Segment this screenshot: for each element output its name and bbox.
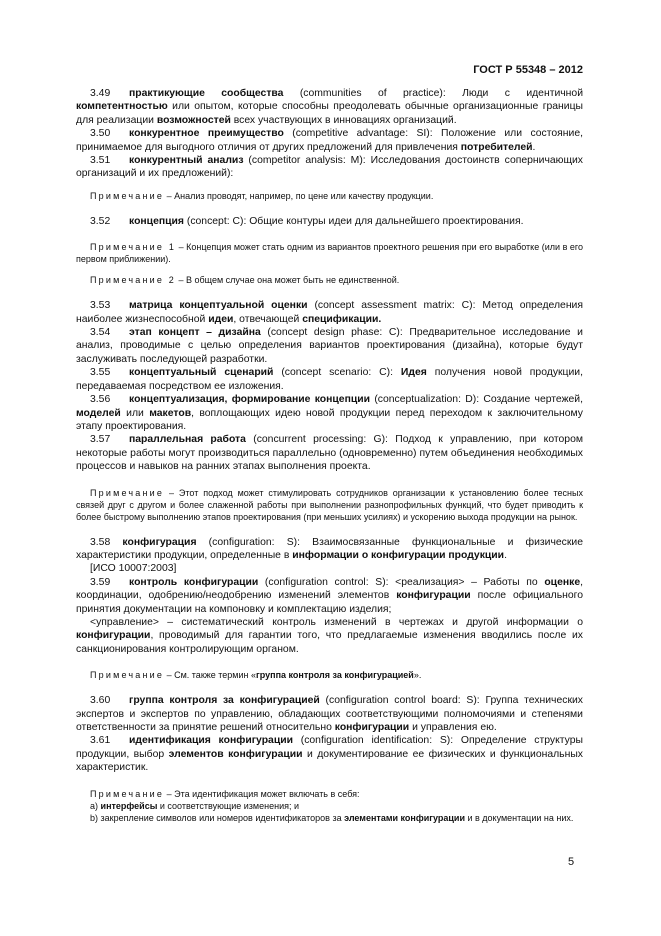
term: концептуальный сценарий (129, 367, 274, 379)
term: практикующие сообщества (129, 88, 284, 99)
document-body (76, 87, 583, 824)
entry-3-58: 3.58 конфигурация (configuration: S): Взаимосвязанные функциональные и физические характеристики продукции, определенные в информации о конфигурации продукции. (76, 536, 583, 561)
entry-3-54: 3.54 этап концепт – дизайна (concept design phase: C): Предварительное исследование и анализ, проводимые с целью определения вариантов проектирования (дизайна), которые будут заслуживать последующей разработки. (76, 327, 583, 365)
entry-3-49: 3.49 практикующие сообщества (communities of practice): Люди с идентичной компетентностью или опытом, которые способны преодолевать обычные организационные границы для реализации возможностей всех участвующих в инновациях организаций. (76, 88, 583, 126)
entry-3-50: 3.50 конкурентное преимущество (competitive advantage: SI): Положение или состояние, принимаемое для выгодного отличия от других предложений для привлечения потребителей. (76, 128, 583, 153)
entry-3-60: 3.60 группа контроля за конфигурацией (configuration control board: S): Группа технических экспертов и экспертов по управлению, обладающих соответствующими полномочиями и степенями ответственности за принятие решений относительно конфигурации и управления ею. (76, 695, 583, 733)
term: параллельная работа (129, 434, 246, 446)
term: группа контроля за конфигурацией (129, 695, 320, 707)
entry-3-53: 3.53 матрица концептуальной оценки (concept assessment matrix: C): Метод определения наиболее жизнеспособной идеи, отвечающей спецификации. (76, 300, 583, 325)
entry-3-61: 3.61 идентификация конфигурации (configuration identification: S): Определение структуры продукции, выбор элементов конфигурации и документирование ее физических и функциональных характеристик. (76, 735, 583, 774)
entry-3-57: 3.57 параллельная работа (concurrent processing: G): Подход к управлению, при котором некоторые работы могут производиться параллельно (одновременно) путем объединения необходимых процессов и навыков на ранних этапах выполнения проекта. (76, 434, 583, 473)
entry-3-51: 3.51 конкурентный анализ (competitor analysis: M): Исследования достоинств соперничающих организаций и их предложений): (76, 155, 583, 180)
term: идентификация конфигурации (129, 735, 293, 747)
entry-3-56: 3.56 концептуализация, формирование концепции (conceptualization: D): Создание чертежей, моделей или макетов, воплощающих идею новой продукции перед переходом к заключительному этапу проектирования. (76, 394, 583, 432)
note-3-51: Примечание – Анализ проводят, например, по цене или качеству продукции. (90, 190, 434, 201)
term: конкурентное преимущество (129, 128, 284, 140)
document-code: ГОСТ Р 55348 – 2012 (473, 64, 583, 76)
term: контроль конфигурации (129, 576, 259, 588)
entry-3-52: 3.52 концепция (concept: C): Общие контуры идеи для дальнейшего проектирования. (90, 215, 524, 227)
note-3-52-1: Примечание 1 – Концепция может стать одним из вариантов проектного решения при его выработке (или в его первом приближении). (76, 242, 583, 265)
entry-3-59: 3.59 контроль конфигурации (configuration control: S): <реализация> – Работы по оценке, координации, одобрению/неодобрению изменений элементов конфигурации после официального принятия документации на компоновку и комплектацию изделия; (76, 576, 583, 615)
term: концепция (129, 215, 184, 227)
entry-3-58-source: [ИСО 10007:2003] (90, 563, 177, 575)
entry-3-55: 3.55 концептуальный сценарий (concept scenario: C): Идея получения новой продукции, передаваемая посредством ее изложения. (76, 367, 584, 392)
term: конфигурация (122, 536, 197, 548)
note-3-52-2: Примечание 2 – В общем случае она может быть не единственной. (90, 275, 400, 286)
page-number: 5 (568, 856, 575, 868)
term: конкурентный анализ (129, 155, 244, 167)
note-3-59: Примечание – См. также термин «группа контроля за конфигурацией». (90, 670, 422, 681)
term: концептуализация, формирование концепции (129, 394, 371, 406)
term: этап концепт – дизайна (129, 327, 261, 339)
note-3-61-item-a: а) интерфейсы и соответствующие изменения; и (90, 800, 299, 811)
note-3-57: Примечание – Этот подход может стимулировать сотрудников организации к установлению более тесных связей друг с другом и более слаженной работы при выполнении разнопрофильных функций, что будет приводить к более быстрому выполнению этапов проектирования (при меньших усилиях) и ускорению выхода продукции на рынок. (76, 487, 583, 522)
note-3-61: Примечание – Эта идентификация может включать в себя: (90, 788, 360, 799)
note-3-61-item-b: b) закрепление символов или номеров идентификаторов за элементами конфигурации и в документации на них. (90, 812, 574, 823)
entry-3-59-management: <управление> – систематический контроль изменений в чертежах и другой информации о конфигурации, проводимый для гарантии того, что предлагаемые изменения вводились после их санкционирования контролирующим органом. (76, 616, 583, 655)
term: матрица концептуальной оценки (129, 300, 308, 312)
